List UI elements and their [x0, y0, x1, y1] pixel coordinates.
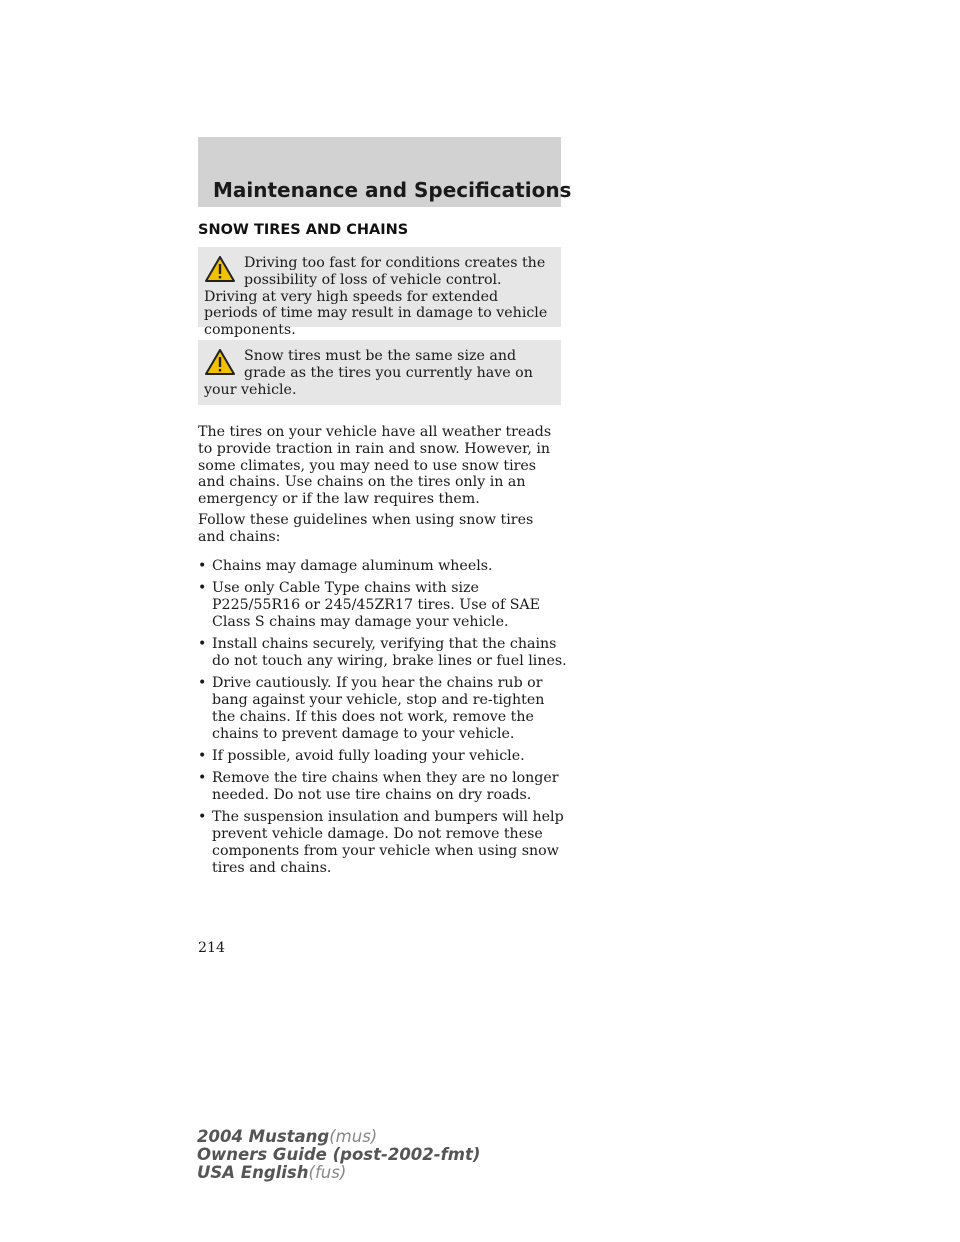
guidelines-list [198, 558, 568, 882]
list-item-text: Drive cautiously. If you hear the chains rub or bang against your vehicle, stop and re-tighten the chains. If this does not work, remove the chains to prevent damage to your vehicle. [212, 675, 545, 742]
list-item-text: Install chains securely, verifying that the chains do not touch any wiring, brake lines or fuel lines. [212, 636, 567, 669]
warning-text: Driving too fast for conditions creates the possibility of loss of vehicle control. Driving at very high speeds for extended periods of time may result in damage to vehicle components. [204, 255, 548, 339]
list-item-text: The suspension insulation and bumpers will help prevent vehicle damage. Do not remove these components from your vehicle when using snow tires and chains. [212, 809, 564, 876]
warning-box [198, 340, 561, 405]
list-item-text: Remove the tire chains when they are no longer needed. Do not use tire chains on dry roads. [212, 770, 559, 804]
list-item [198, 809, 568, 876]
footer-language-code: (fus) [308, 1163, 347, 1182]
bullet-icon: • [198, 747, 207, 764]
footer-language: USA English [197, 1163, 309, 1182]
footer-line [197, 1146, 480, 1164]
list-item-text: If possible, avoid fully loading your vehicle. [212, 747, 525, 764]
list-item [198, 770, 568, 804]
warning-box [198, 247, 561, 339]
bullet-icon: • [198, 809, 207, 826]
page-title: Maintenance and Specifications [213, 178, 572, 202]
footer-line [197, 1128, 480, 1146]
list-item [198, 558, 568, 575]
bullet-icon: • [198, 558, 207, 574]
list-item-text: Chains may damage aluminum wheels. [212, 558, 493, 574]
bullet-icon: • [198, 675, 207, 692]
warning-triangle-icon [204, 255, 236, 283]
body-paragraph: Follow these guidelines when using snow tires and chains: [198, 512, 534, 545]
list-item [198, 580, 568, 630]
list-item [198, 636, 568, 670]
bullet-icon: • [198, 636, 207, 653]
footer-guide: Owners Guide (post-2002-fmt) [197, 1145, 481, 1164]
warning-text: Snow tires must be the same size and grade as the tires you currently have on your vehicle. [204, 348, 533, 398]
bullet-icon: • [198, 770, 207, 787]
section-heading: SNOW TIRES AND CHAINS [198, 222, 409, 238]
list-item [198, 748, 568, 765]
footer-model: 2004 Mustang [197, 1127, 330, 1146]
body-paragraph: The tires on your vehicle have all weather treads to provide traction in rain and snow. However, in some climates, you may need to use snow tires and chains. Use chains on the tires only in an emergency or if the law requires them. [198, 424, 552, 508]
footer-model-code: (mus) [329, 1127, 378, 1146]
warning-triangle-icon [204, 348, 236, 376]
footer-line [197, 1164, 480, 1182]
list-item [198, 675, 568, 742]
document-footer [197, 1128, 480, 1182]
list-item-text: Use only Cable Type chains with size P225/55R16 or 245/45ZR17 tires. Use of SAE Class S chains may damage your vehicle. [212, 580, 541, 630]
page-number: 214 [198, 940, 226, 956]
bullet-icon: • [198, 580, 207, 597]
